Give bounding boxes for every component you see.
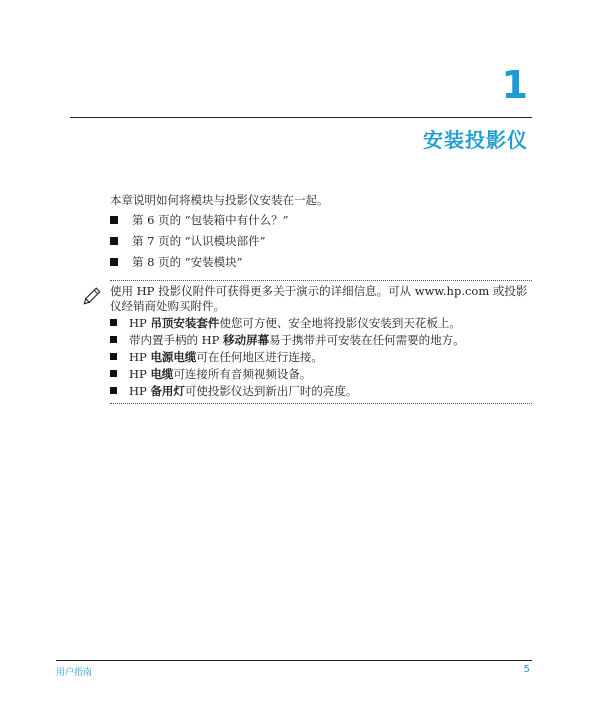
accessory-prefix: HP [129, 349, 151, 364]
square-bullet-icon [110, 258, 118, 266]
page-number: 5 [523, 664, 530, 675]
accessory-prefix: HP [129, 383, 151, 398]
accessory-item [110, 314, 465, 331]
square-bullet-icon [110, 319, 117, 326]
toc-item[interactable] [110, 251, 289, 272]
accessory-prefix: HP [129, 315, 151, 330]
accessory-description: 使您可方便、安全地将投影仪安装到天花板上。 [219, 315, 461, 330]
square-bullet-icon [110, 336, 117, 343]
square-bullet-icon [110, 353, 117, 360]
intro-text: 本章说明如何将模块与投影仪安装在一起。 [110, 193, 329, 207]
accessory-name: 备用灯 [150, 383, 185, 398]
toc-item[interactable] [110, 230, 289, 251]
accessory-item [110, 365, 465, 382]
accessory-item [110, 382, 465, 399]
note-divider-bottom [110, 403, 532, 404]
chapter-number: 1 [501, 63, 528, 107]
accessory-prefix: HP [129, 366, 151, 381]
chapter-title: 安装投影仪 [423, 128, 528, 152]
accessory-description: 可连接所有音频视频设备。 [173, 366, 312, 381]
accessory-description: 可在任何地区进行连接。 [196, 349, 323, 364]
square-bullet-icon [110, 387, 117, 394]
square-bullet-icon [110, 370, 117, 377]
accessory-list [110, 314, 465, 399]
accessory-item [110, 348, 465, 365]
pencil-icon [80, 286, 102, 308]
toc-list [110, 209, 289, 272]
header-rule [70, 117, 532, 118]
accessory-name: 移动屏幕 [223, 332, 270, 347]
accessory-name: 电源电缆 [150, 349, 197, 364]
note-text: 使用 HP 投影仪附件可获得更多关于演示的详细信息。可从 www.hp.com 或投影仪经销商处购买附件。 [110, 284, 528, 313]
accessory-name: 电缆 [150, 366, 174, 381]
accessory-description: 易于携带并可安装在任何需要的地方。 [269, 332, 465, 347]
accessory-name: 吊顶安装套件 [150, 315, 220, 330]
accessory-description: 可使投影仪达到新出厂时的亮度。 [184, 383, 358, 398]
note-divider-top [110, 280, 532, 281]
toc-item-label[interactable]: 第 8 页的 “安装模块” [132, 254, 243, 269]
footer-title: 用户指南 [56, 668, 93, 678]
square-bullet-icon [110, 237, 118, 245]
footer-rule [56, 660, 532, 661]
toc-item-label[interactable]: 第 7 页的 “认识模块部件” [132, 233, 266, 248]
toc-item[interactable] [110, 209, 289, 230]
accessory-item [110, 331, 465, 348]
accessory-prefix: 带内置手柄的 HP [129, 332, 224, 347]
toc-item-label[interactable]: 第 6 页的 “包装箱中有什么？” [132, 212, 289, 227]
square-bullet-icon [110, 216, 118, 224]
